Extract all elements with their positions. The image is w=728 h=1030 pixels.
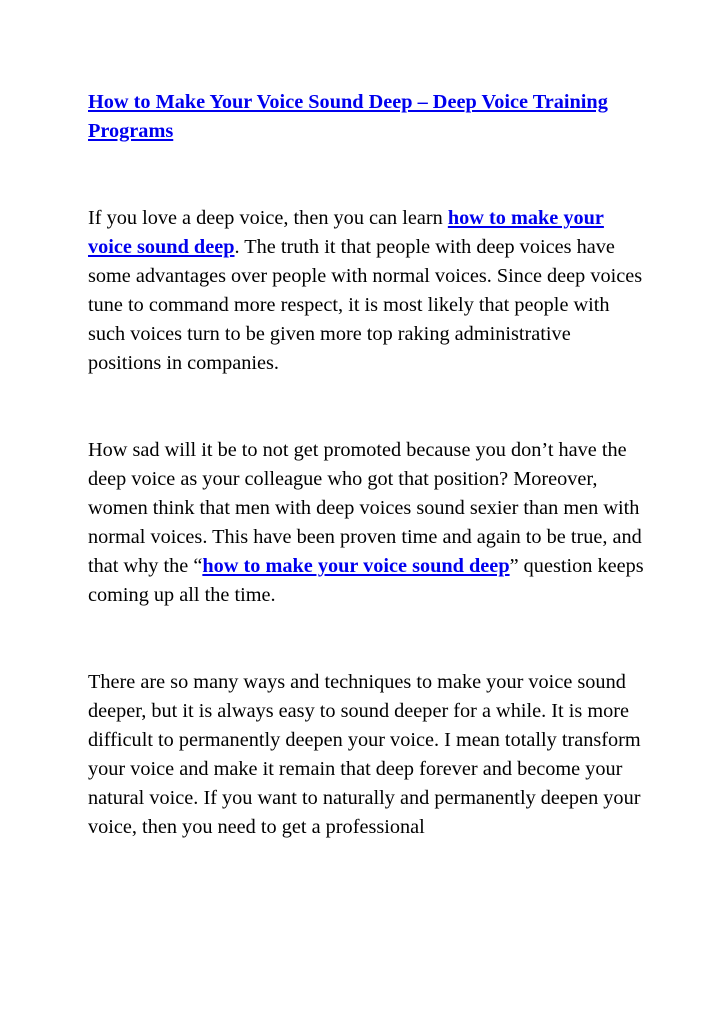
- paragraph-promotion: [88, 436, 648, 610]
- paragraph-intro: [88, 204, 648, 378]
- paragraph-2-text-before: How sad will it be to not get promoted because you don’t have the deep voice as your colleague who got that position? Moreover, women think that men with deep voices sound sexier than men with normal voices. This have been proven time and again to be true, and that why the “: [88, 439, 642, 577]
- paragraph-2-text-after: ” question keeps coming up all the time.: [88, 555, 644, 606]
- paragraph-2-link[interactable]: how to make your voice sound deep: [202, 555, 510, 577]
- paragraph-techniques: There are so many ways and techniques to make your voice sound deeper, but it is always easy to sound deeper for a while. It is more difficult to permanently deepen your voice. I mean totally transform your voice and make it remain that deep forever and become your natural voice. If you want to naturally and permanently deepen your voice, then you need to get a professional: [88, 671, 641, 838]
- title-link[interactable]: How to Make Your Voice Sound Deep – Deep Voice Training Programs: [88, 91, 608, 142]
- paragraph-1-link[interactable]: how to make your voice sound deep: [88, 207, 604, 258]
- document-page: [88, 88, 648, 842]
- paragraph-1-text-after: . The truth it that people with deep voices have some advantages over people with normal voices. Since deep voices tune to command more respect, it is most likely that people with such voices turn to be given more top raking administrative positions in companies.: [88, 236, 643, 374]
- document-title: [88, 88, 648, 146]
- paragraph-1-text-before: If you love a deep voice, then you can learn: [88, 207, 448, 229]
